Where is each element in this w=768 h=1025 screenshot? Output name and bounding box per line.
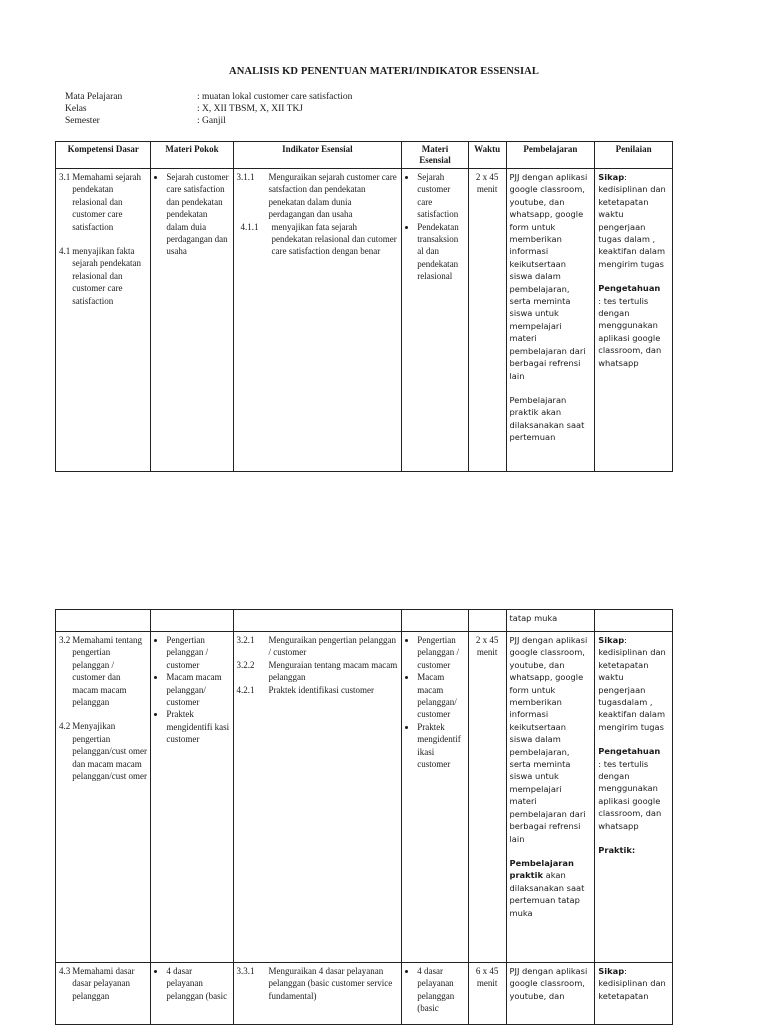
- table-header-row: [56, 142, 673, 169]
- cell-pembelajaran: [506, 632, 595, 963]
- cell-materi-esensial: [402, 963, 469, 1025]
- continuation-text: tatap muka: [506, 610, 595, 632]
- list-item: • Pengertian pelanggan / customer: [166, 634, 229, 671]
- list-item: • Macam macam pelanggan/ customer: [166, 671, 229, 708]
- header-materi-pokok: Materi Pokok: [151, 142, 233, 169]
- cell-kompetensi-dasar: [56, 632, 151, 963]
- kd-item: 4.2 Menyajikan pengertian pelanggan/cust omer dan macam macam pelanggan/cust omer: [59, 721, 147, 782]
- indikator-item: 3.1.1 Menguraikan sejarah customer care satsfaction dan pendekatan penekatan dalam dunia perdagangan dan usaha: [236, 172, 397, 220]
- cell-pembelajaran: [506, 169, 595, 472]
- analysis-table-page1: [55, 141, 673, 472]
- cell-materi-esensial: [402, 169, 469, 472]
- kd-item: 3.2 Memahami tentang pengertian pelanggan / customer dan macam macam pelanggan: [59, 635, 142, 708]
- pembelajaran-praktik-label: Pembelajaran praktik: [509, 857, 574, 881]
- pembelajaran-praktik-text: Pembelajaran praktik akan dilaksanakan saat pertemuan: [509, 394, 585, 443]
- cell-waktu: 2 x 45 menit: [468, 169, 506, 472]
- indikator-item: 3.2.1 Menguraikan pengertian pelanggan / customer: [236, 635, 396, 658]
- cell-penilaian: [595, 632, 673, 963]
- list-item: • Pendekatan transaksion al dan pendekatan relasional: [417, 221, 465, 283]
- list-item: • 4 dasar pelayanan pelanggan (basic: [417, 965, 465, 1015]
- meta-block: [65, 91, 352, 127]
- meta-row-class: [65, 103, 352, 115]
- indikator-item: 3.3.1 Menguraikan 4 dasar pelayanan pelanggan (basic customer service fundamental): [236, 966, 393, 1001]
- cell-materi-pokok: [151, 632, 233, 963]
- meta-label: Kelas: [65, 104, 87, 114]
- header-indikator-esensial: Indikator Esensial: [233, 142, 402, 169]
- cell-indikator-esensial: [233, 632, 402, 963]
- list-item: • Sejarah customer care satisfaction: [417, 171, 465, 221]
- table-row: [56, 963, 673, 1025]
- analysis-table-page2: [55, 609, 673, 1025]
- cell-materi-esensial: [402, 632, 469, 963]
- list-item: • Praktek mengidentif ikasi customer: [417, 721, 465, 771]
- sikap-text: : kedisiplinan dan ketetapatan waktu pengerjaan tugas dalam , keaktifan dalam mengirim tugas: [598, 172, 666, 269]
- sikap-label: Sikap: [598, 966, 625, 976]
- table-row-continuation: [56, 610, 673, 632]
- header-penilaian: Penilaian: [595, 142, 673, 169]
- cell-waktu: 2 x 45 menit: [468, 632, 506, 963]
- kd-item: 4.1 menyajikan fakta sejarah pendekatan relasional dan customer care satisfaction: [59, 246, 141, 306]
- cell-pembelajaran: PJJ dengan aplikasi google classroom, youtube, dan: [506, 963, 595, 1025]
- indikator-item: 4.2.1 Praktek identifikasi customer: [236, 684, 375, 695]
- sikap-text: : kedisiplinan dan ketetapatan waktu pengerjaan tugasdalam , keaktifan dalam mengirim tugas: [598, 635, 666, 732]
- meta-row-semester: [65, 115, 352, 127]
- header-materi-esensial: Materi Esensial: [402, 142, 469, 169]
- cell-kompetensi-dasar: [56, 963, 151, 1025]
- pembelajaran-text: PJJ dengan aplikasi google classroom, youtube, dan whatsapp, google form untuk memberikan informasi keikutsertaan siswa dalam pembelajaran, serta meminta siswa untuk mempelajari materi pembelajaran dari berbagai refrensi lain: [509, 172, 588, 381]
- pembelajaran-praktik-text: akan dilaksanakan saat pertemuan tatap muka: [509, 870, 585, 918]
- pengetahuan-label: Pengetahuan: [598, 283, 661, 294]
- meta-label: Mata Pelajaran: [65, 92, 123, 102]
- document-title: ANALISIS KD PENENTUAN MATERI/INDIKATOR ESSENSIAL: [229, 66, 539, 77]
- indikator-item: 4.1.1 menyajikan fata sejarah pendekatan relasional dan cutomer care satisfaction dengan benar: [240, 221, 397, 257]
- pengetahuan-text: : tes tertulis dengan menggunakan aplikasi google classroom, dan whatsapp: [598, 295, 662, 368]
- header-waktu: Waktu: [468, 142, 506, 169]
- sikap-label: Sikap: [598, 172, 625, 182]
- sikap-text: : kedisiplinan dan ketetapatan: [598, 966, 666, 1001]
- indikator-item: 3.2.2 Menguraian tentang macam macam pelanggan: [236, 659, 398, 683]
- cell-penilaian: [595, 169, 673, 472]
- cell-materi-pokok: [151, 169, 233, 472]
- table-row: [56, 169, 673, 472]
- cell-materi-pokok: [151, 963, 233, 1025]
- list-item: • Praktek mengidentifi kasi customer: [166, 708, 229, 745]
- table-row: [56, 632, 673, 963]
- pembelajaran-text: PJJ dengan aplikasi google classroom, youtube, dan whatsapp, google form untuk memberikan informasi keikutsertaan siswa dalam pembelajaran, serta meminta siswa untuk mempelajari materi pembelajaran dari berbagai refrensi lain: [509, 635, 588, 844]
- list-item: • Pengertian pelanggan / customer: [417, 634, 465, 671]
- pengetahuan-label: Pengetahuan: [598, 746, 661, 757]
- list-item: • 4 dasar pelayanan pelanggan (basic: [166, 965, 229, 1002]
- kd-item: 4.3 Memahami dasar dasar pelayanan pelanggan: [59, 966, 135, 1001]
- cell-waktu: 6 x 45 menit: [468, 963, 506, 1025]
- pengetahuan-text: : tes tertulis dengan menggunakan aplikasi google classroom, dan whatsapp: [598, 758, 662, 831]
- list-item: • Sejarah customer care satisfaction dan pendekatan pendekatan dalam duia perdagangan dan usaha: [166, 171, 229, 258]
- meta-value: : muatan lokal customer care satisfaction: [197, 92, 353, 102]
- meta-label: Semester: [65, 116, 100, 126]
- cell-indikator-esensial: [233, 169, 402, 472]
- meta-value: : Ganjil: [197, 116, 226, 126]
- header-pembelajaran: Pembelajaran: [506, 142, 595, 169]
- cell-penilaian: [595, 963, 673, 1025]
- meta-value: : X, XII TBSM, X, XII TKJ: [197, 104, 303, 114]
- sikap-label: Sikap: [598, 635, 625, 645]
- list-item: • Macam macam pelanggan/ customer: [417, 671, 465, 721]
- header-kompetensi-dasar: Kompetensi Dasar: [56, 142, 151, 169]
- cell-kompetensi-dasar: [56, 169, 151, 472]
- cell-indikator-esensial: [233, 963, 402, 1025]
- praktik-label: Praktik:: [598, 845, 636, 856]
- kd-item: 3.1 Memahami sejarah pendekatan relasional dan customer care satisfaction: [59, 172, 141, 232]
- meta-row-subject: [65, 91, 352, 103]
